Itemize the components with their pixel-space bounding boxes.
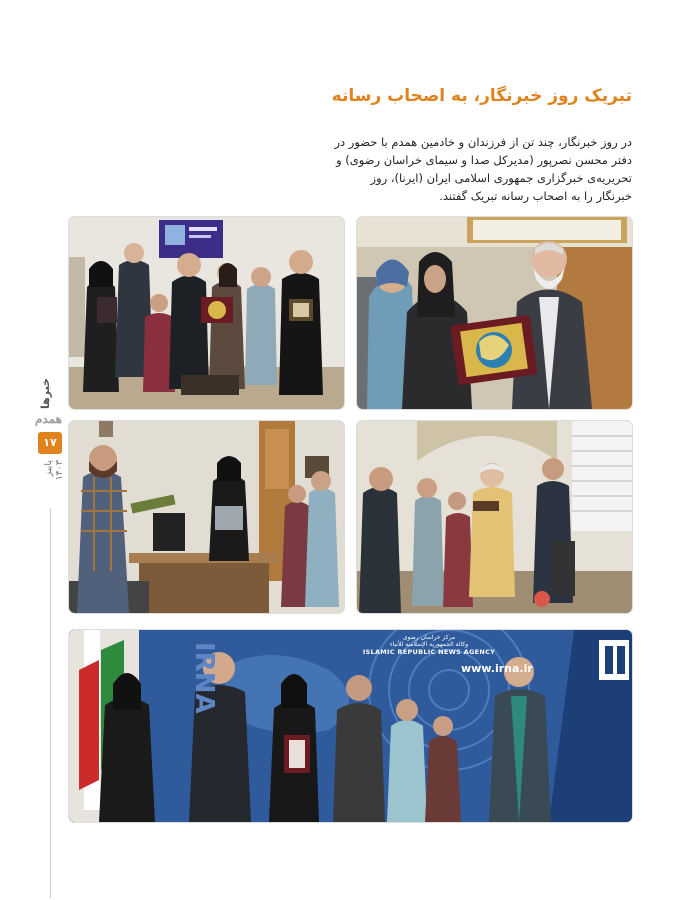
irna-header-small: مرکز خراسان رضوی	[402, 634, 456, 641]
photo-plaque-presentation	[357, 217, 632, 409]
article-lead: در روز خبرنگار، چند تن از فرزندان و خادمین همدم با حضور در دفتر محسن نصرپور (مدیرکل صدا و سیمای خراسان رضوی) و تحریریه‌ی خبرگزاری جمهوری اسلامی ایران (ایرنا)، روز خبرنگار را به اصحاب رسانه تبریک گفتند.	[334, 135, 632, 203]
irna-url: www.irna.ir	[461, 662, 533, 675]
photo-group-arch-room	[357, 421, 632, 613]
article-title: تبریک روز خبرنگار، به اصحاب رسانه	[331, 86, 632, 106]
sidebar-divider	[50, 508, 51, 898]
page-number: ۱۷	[38, 432, 62, 454]
irna-agency-fa: وکالة الجمهورية الإسلامية للأنباء	[389, 641, 469, 648]
irna-header	[319, 634, 539, 656]
section-label: خبرها	[39, 378, 52, 410]
issue-season: پاییز ۱۴۰۳	[43, 460, 65, 481]
photo-group-office	[69, 217, 344, 409]
photo-irna-group	[69, 630, 632, 822]
irna-watermark: IRNA	[189, 642, 219, 714]
magazine-logo: همدم	[35, 412, 62, 426]
photo-office-desk	[69, 421, 344, 613]
irna-agency-en: ISLAMIC REPUBLIC NEWS AGENCY	[362, 648, 496, 656]
